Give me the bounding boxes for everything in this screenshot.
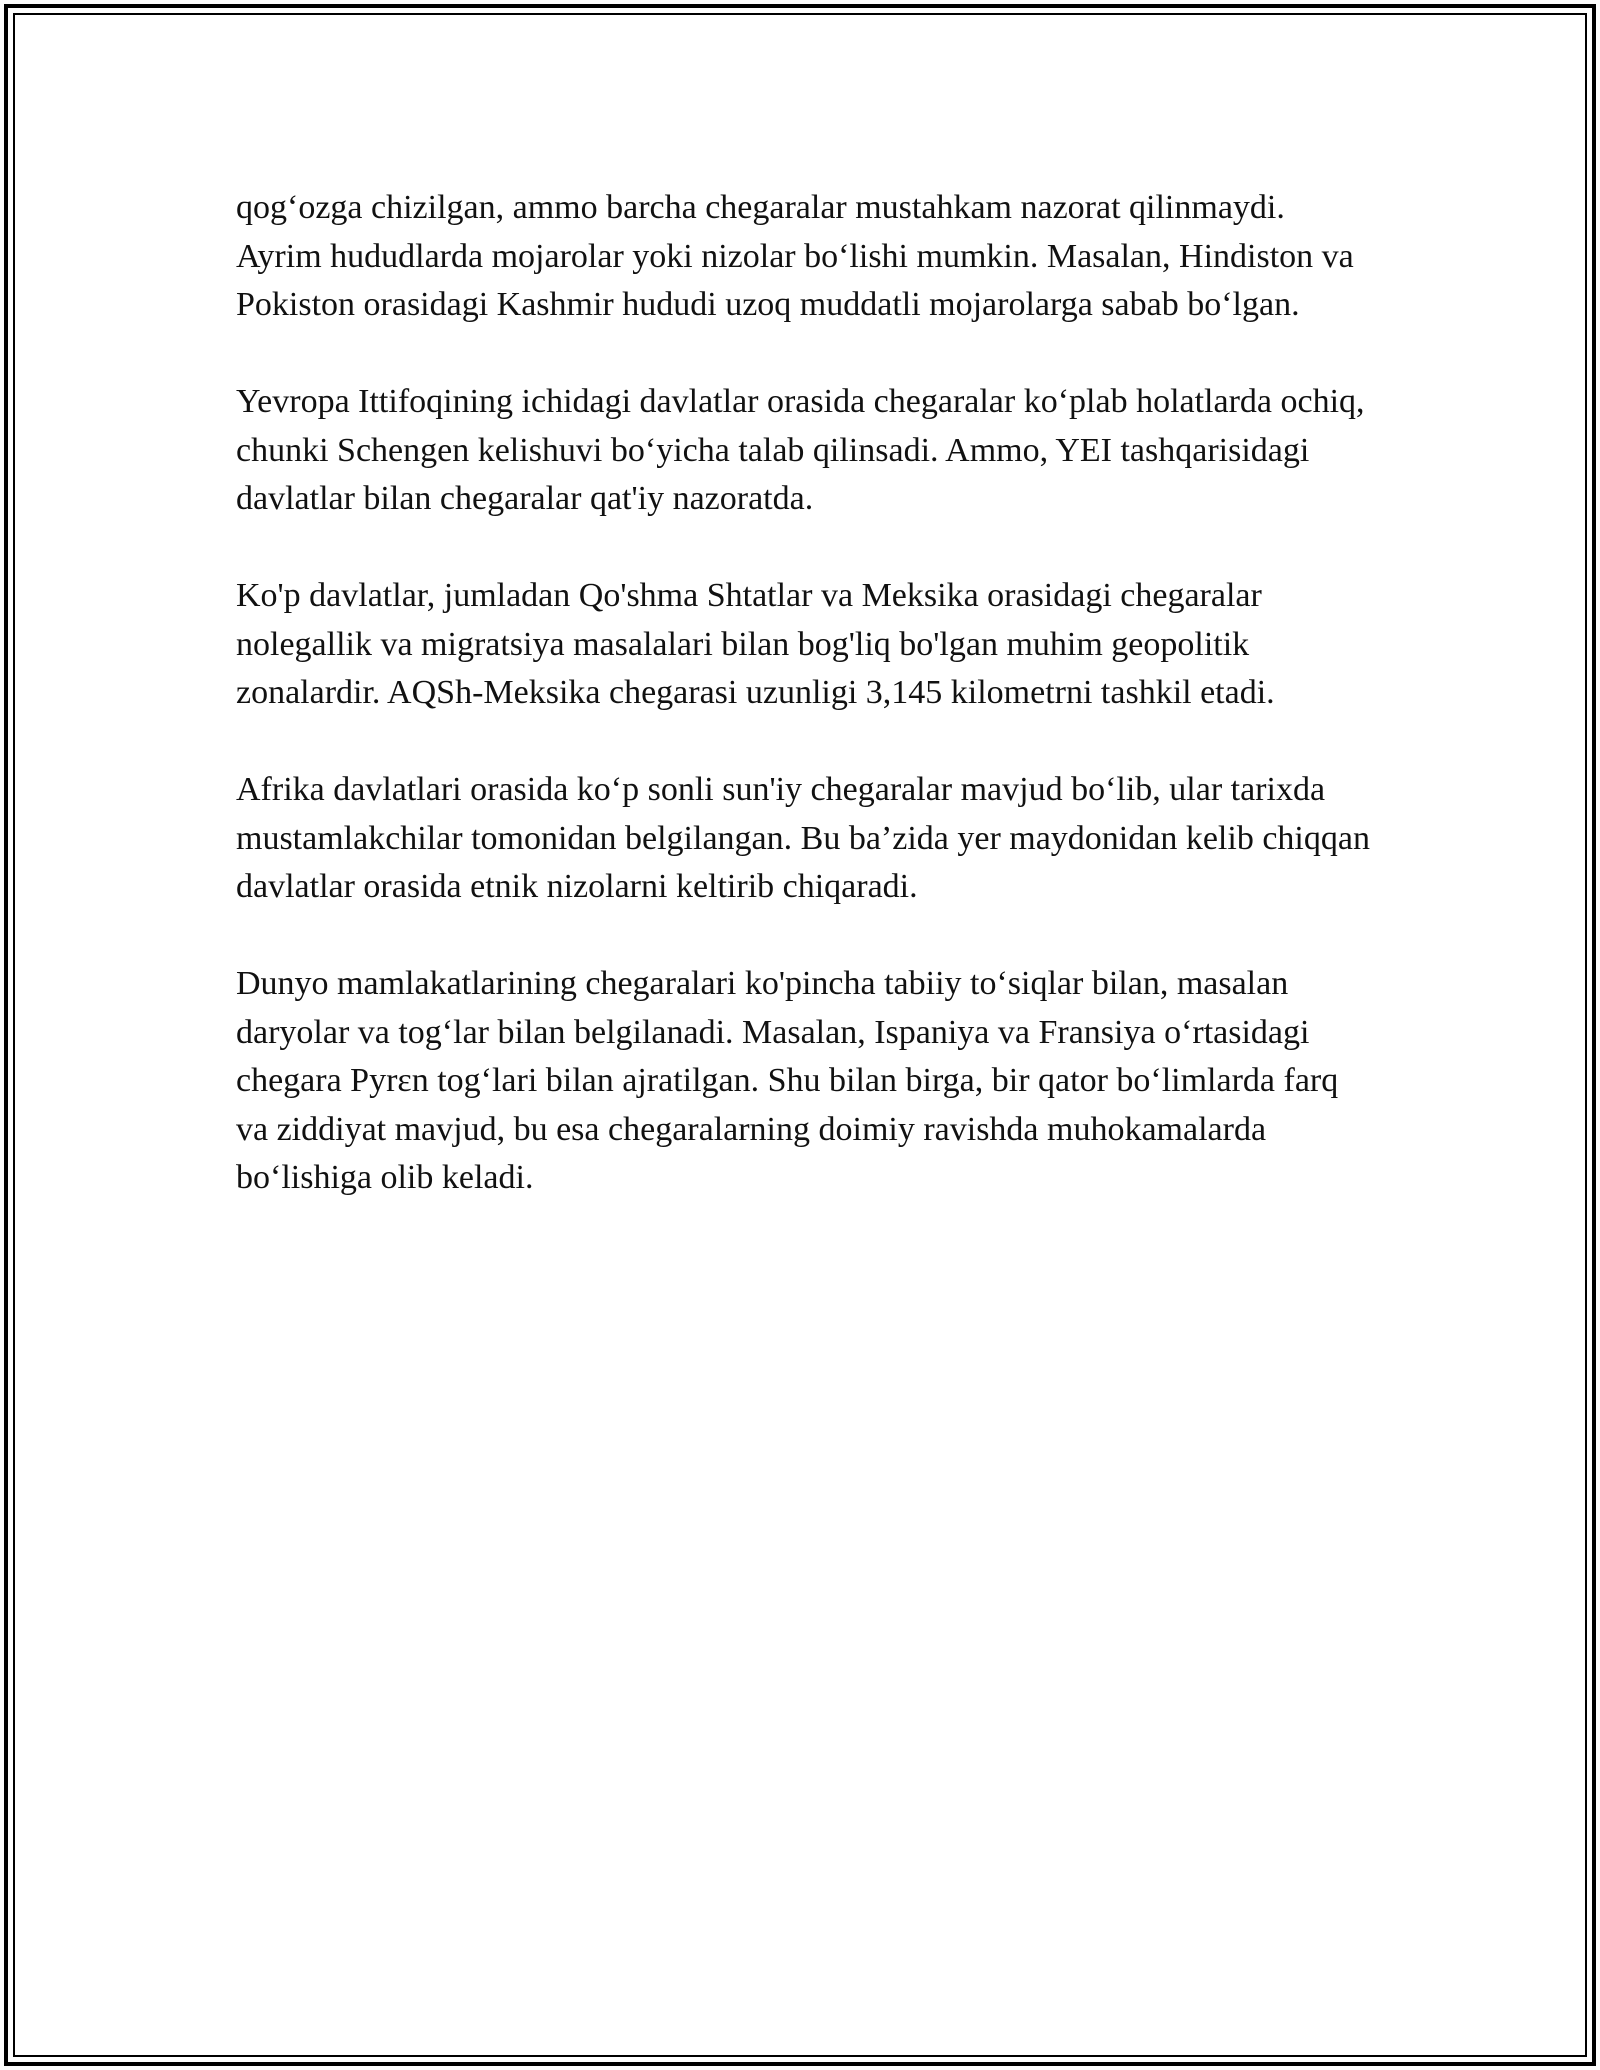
paragraph-africa: Afrika davlatlari orasida ko‘p sonli sun'iy chegaralar mavjud bo‘lib, ular tarixda mustamlakchilar tomonidan belgilangan. Bu ba’zida yer maydonidan kelib chiqqan davlatlar orasida etnik nizolarni keltirib chiqaradi. [236,771,1370,905]
paragraph-schengen: Yevropa Ittifoqining ichidagi davlatlar orasida chegaralar ko‘plab holatlarda ochiq, chunki Schengen kelishuvi bo‘yicha talab qilinsadi. Ammo, YEI tashqarisidagi davlatlar bilan chegaralar qat'iy nazoratda. [236,383,1365,517]
paragraph-kashmir: qog‘ozga chizilgan, ammo barcha chegaralar mustahkam nazorat qilinmaydi. Ayrim hududlarda mojarolar yoki nizolar bo‘lishi mumkin. Masalan, Hindiston va Pokiston orasidagi Kashmir hududi uzoq muddatli mojarolarga sabab bo‘lgan. [236,189,1354,323]
paragraph-natural-borders: Dunyo mamlakatlarining chegaralari ko'pincha tabiiy to‘siqlar bilan, masalan daryolar va tog‘lar bilan belgilanadi. Masalan, Ispaniya va Fransiya o‘rtasidagi chegara Pyrɛn tog‘lari bilan ajratilgan. Shu bilan birga, bir qator bo‘limlarda farq va ziddiyat mavjud, bu esa chegaralarning doimiy ravishda muhokamalarda bo‘lishiga olib keladi. [236,965,1339,1196]
paragraph-us-mexico: Ko'p davlatlar, jumladan Qo'shma Shtatlar va Meksika orasidagi chegaralar nolegallik va migratsiya masalalari bilan bog'liq bo'lgan muhim geopolitik zonalardir. AQSh-Meksika chegarasi uzunligi 3,145 kilometrni tashkil etadi. [236,577,1275,711]
document-body [236,184,1376,1251]
